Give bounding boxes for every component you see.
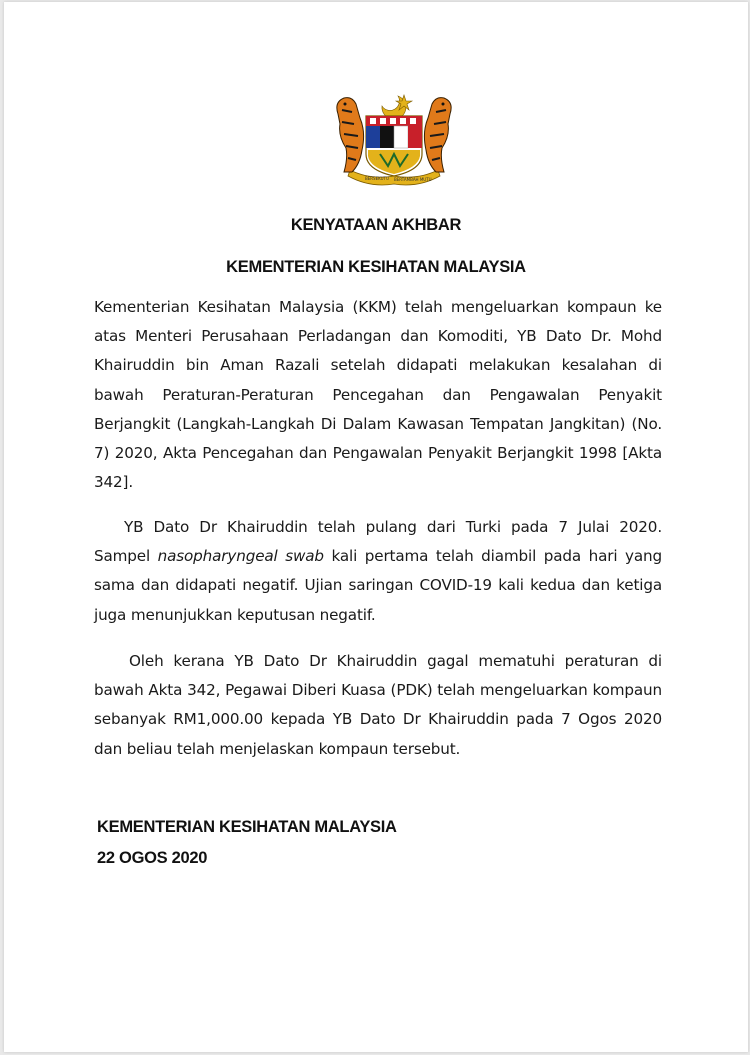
paragraph-2-italic-term: nasopharyngeal swab bbox=[157, 547, 324, 566]
paragraph-2-text-start: YB Dato Dr Khairuddin telah pulang dari Turki pada 7 Julai 2020. Sampel bbox=[94, 518, 662, 566]
svg-text:BERSEKUTU: BERSEKUTU bbox=[365, 176, 389, 181]
ministry-heading: KEMENTERIAN KESIHATAN MALAYSIA bbox=[226, 258, 526, 276]
malaysia-coat-of-arms-icon bbox=[330, 92, 458, 192]
document-page bbox=[4, 2, 748, 1052]
svg-text:BERTAMBAH MUTU: BERTAMBAH MUTU bbox=[394, 177, 432, 182]
paragraph-3: Oleh kerana YB Dato Dr Khairuddin gagal mematuhi peraturan di bawah Akta 342, Pegawai Diberi Kuasa (PDK) telah mengeluarkan kompaun sebanyak RM1,000.00 kepada YB Dato Dr Khairuddin pada 7 Ogos 2020 dan beliau telah menjelaskan kompaun tersebut. bbox=[94, 652, 662, 758]
press-statement-title: KENYATAAN AKHBAR bbox=[290, 216, 462, 234]
paragraph-2 bbox=[94, 513, 662, 630]
paragraph-2-text-end: kali pertama telah diambil pada hari yang sama dan didapati negatif. Ujian saringan COVID-19 kali kedua dan ketiga juga menunjukkan keputusan negatif. bbox=[94, 547, 663, 624]
signature-ministry: KEMENTERIAN KESIHATAN MALAYSIA bbox=[97, 818, 397, 836]
signature-date: 22 OGOS 2020 bbox=[97, 849, 208, 867]
paragraph-1: Kementerian Kesihatan Malaysia (KKM) telah mengeluarkan kompaun ke atas Menteri Perusahaan Perladangan dan Komoditi, YB Dato Dr. Mohd Khairuddin bin Aman Razali setelah didapati melakukan kesalahan di bawah Peraturan-Peraturan Pencegahan dan Pengawalan Penyakit Berjangkit (Langkah-Langkah Di Dalam Kawasan Tempatan Jangkitan) (No. 7) 2020, Akta Pencegahan dan Pengawalan Penyakit Berjangkit 1998 [Akta 342]. bbox=[94, 298, 662, 492]
